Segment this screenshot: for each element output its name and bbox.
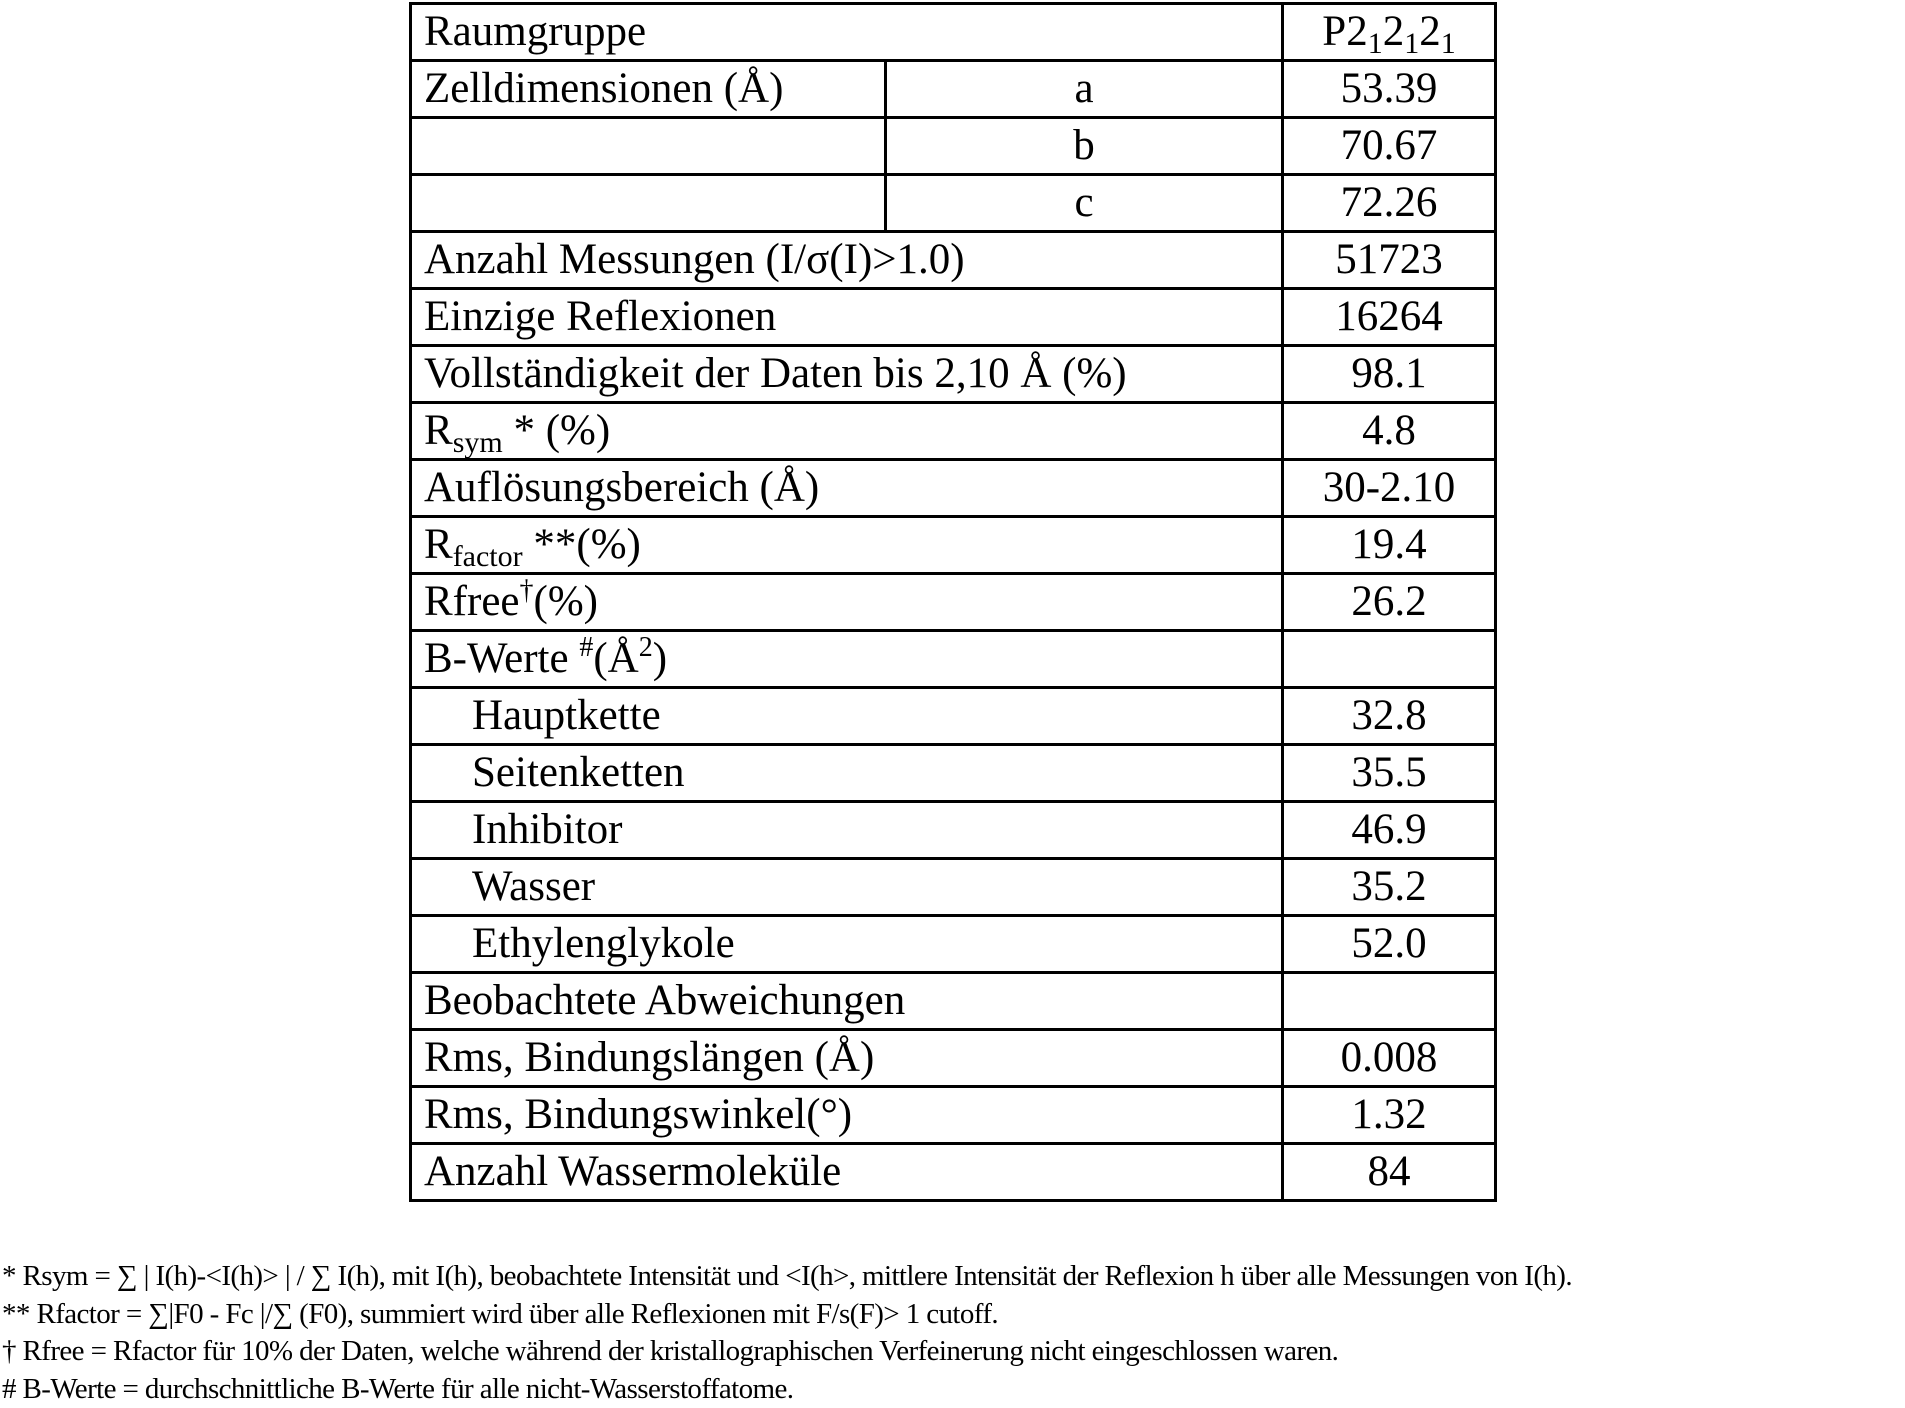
label-sup: †	[520, 575, 534, 606]
row-label: Anzahl Wassermoleküle	[411, 1144, 1283, 1201]
label-part: **(%)	[523, 521, 641, 568]
table-row-rms-bonds	[411, 1030, 1496, 1087]
value-part: P2	[1322, 8, 1367, 55]
row-value: 51723	[1283, 232, 1496, 289]
label-part: R	[424, 407, 453, 454]
label-part: (%)	[534, 578, 598, 625]
cell-axis: b	[886, 118, 1283, 175]
row-label	[411, 574, 1283, 631]
table-row-cell-a	[411, 61, 1496, 118]
row-value: 30-2.10	[1283, 460, 1496, 517]
value-sub: 1	[1441, 27, 1456, 60]
label-sup: #	[579, 632, 593, 663]
row-value: 98.1	[1283, 346, 1496, 403]
row-value: 26.2	[1283, 574, 1496, 631]
footnote-bvalues: # B-Werte = durchschnittliche B-Werte für alle nicht-Wasserstoffatome.	[2, 1371, 1572, 1408]
table-row-rsym	[411, 403, 1496, 460]
row-value: 19.4	[1283, 517, 1496, 574]
table-row-bvalues	[411, 631, 1496, 688]
footnote-rsym: * Rsym = ∑ | I(h)-<I(h)> | / ∑ I(h), mit I(h), beobachtete Intensität und <I(h>, mittlere Intensität der Reflexion h über alle Messungen von I(h).	[2, 1258, 1572, 1296]
table-row-b-ethyleneglycol	[411, 916, 1496, 973]
row-value: 84	[1283, 1144, 1496, 1201]
table-row-space-group	[411, 4, 1496, 61]
table-row-b-sidechains	[411, 745, 1496, 802]
row-label: Raumgruppe	[411, 4, 1283, 61]
row-value	[1283, 4, 1496, 61]
row-label: Inhibitor	[411, 802, 1283, 859]
value-sub: 1	[1368, 27, 1383, 60]
row-value: 46.9	[1283, 802, 1496, 859]
footnote-rfactor: ** Rfactor = ∑|F0 - Fc |/∑ (F0), summiert wird über alle Reflexionen mit F/s(F)> 1 cutoff.	[2, 1296, 1572, 1334]
table-row-waters	[411, 1144, 1496, 1201]
cell-axis: c	[886, 175, 1283, 232]
row-label: Hauptkette	[411, 688, 1283, 745]
row-value: 4.8	[1283, 403, 1496, 460]
row-label	[411, 403, 1283, 460]
table-row-b-inhibitor	[411, 802, 1496, 859]
empty-cell	[1283, 631, 1496, 688]
row-label: Rms, Bindungslängen (Å)	[411, 1030, 1283, 1087]
row-value: 35.2	[1283, 859, 1496, 916]
row-label: Wasser	[411, 859, 1283, 916]
table-row-b-water	[411, 859, 1496, 916]
empty-cell	[1283, 973, 1496, 1030]
crystallography-table	[409, 2, 1497, 1202]
value-part: 2	[1419, 8, 1441, 55]
row-value: 53.39	[1283, 61, 1496, 118]
empty-cell	[411, 175, 886, 232]
value-part: 2	[1383, 8, 1405, 55]
label-sup: 2	[639, 632, 653, 663]
row-label	[411, 517, 1283, 574]
table-row-cell-c	[411, 175, 1496, 232]
table-row-unique	[411, 289, 1496, 346]
label-part: (Å	[593, 635, 638, 682]
row-label: Beobachtete Abweichungen	[411, 973, 1283, 1030]
row-value: 70.67	[1283, 118, 1496, 175]
label-sub: factor	[453, 540, 523, 573]
table-row-deviations	[411, 973, 1496, 1030]
footnote-rfree: † Rfree = Rfactor für 10% der Daten, welche während der kristallographischen Verfeinerung nicht eingeschlossen waren.	[2, 1333, 1572, 1371]
row-value: 72.26	[1283, 175, 1496, 232]
row-value: 32.8	[1283, 688, 1496, 745]
value-sub: 1	[1404, 27, 1419, 60]
row-value: 16264	[1283, 289, 1496, 346]
row-label: Zelldimensionen (Å)	[411, 61, 886, 118]
row-label: Anzahl Messungen (I/σ(I)>1.0)	[411, 232, 1283, 289]
footnotes	[2, 1258, 1572, 1408]
table-row-rfree	[411, 574, 1496, 631]
table-row-b-mainchain	[411, 688, 1496, 745]
table-row-completeness	[411, 346, 1496, 403]
row-label: Rms, Bindungswinkel(°)	[411, 1087, 1283, 1144]
table-row-resolution	[411, 460, 1496, 517]
label-part: R	[424, 521, 453, 568]
row-label: Seitenketten	[411, 745, 1283, 802]
label-part: )	[653, 635, 667, 682]
label-part: Rfree	[424, 578, 520, 625]
table-row-measurements	[411, 232, 1496, 289]
table-row-cell-b	[411, 118, 1496, 175]
label-part: * (%)	[503, 407, 610, 454]
table-row-rfactor	[411, 517, 1496, 574]
row-label: Ethylenglykole	[411, 916, 1283, 973]
row-value: 1.32	[1283, 1087, 1496, 1144]
row-label: Vollständigkeit der Daten bis 2,10 Å (%)	[411, 346, 1283, 403]
label-sub: sym	[453, 426, 503, 459]
row-label: Einzige Reflexionen	[411, 289, 1283, 346]
row-label: Auflösungsbereich (Å)	[411, 460, 1283, 517]
row-label	[411, 631, 1283, 688]
row-value: 52.0	[1283, 916, 1496, 973]
label-part: B-Werte	[424, 635, 579, 682]
table-row-rms-angles	[411, 1087, 1496, 1144]
empty-cell	[411, 118, 886, 175]
row-value: 0.008	[1283, 1030, 1496, 1087]
cell-axis: a	[886, 61, 1283, 118]
row-value: 35.5	[1283, 745, 1496, 802]
